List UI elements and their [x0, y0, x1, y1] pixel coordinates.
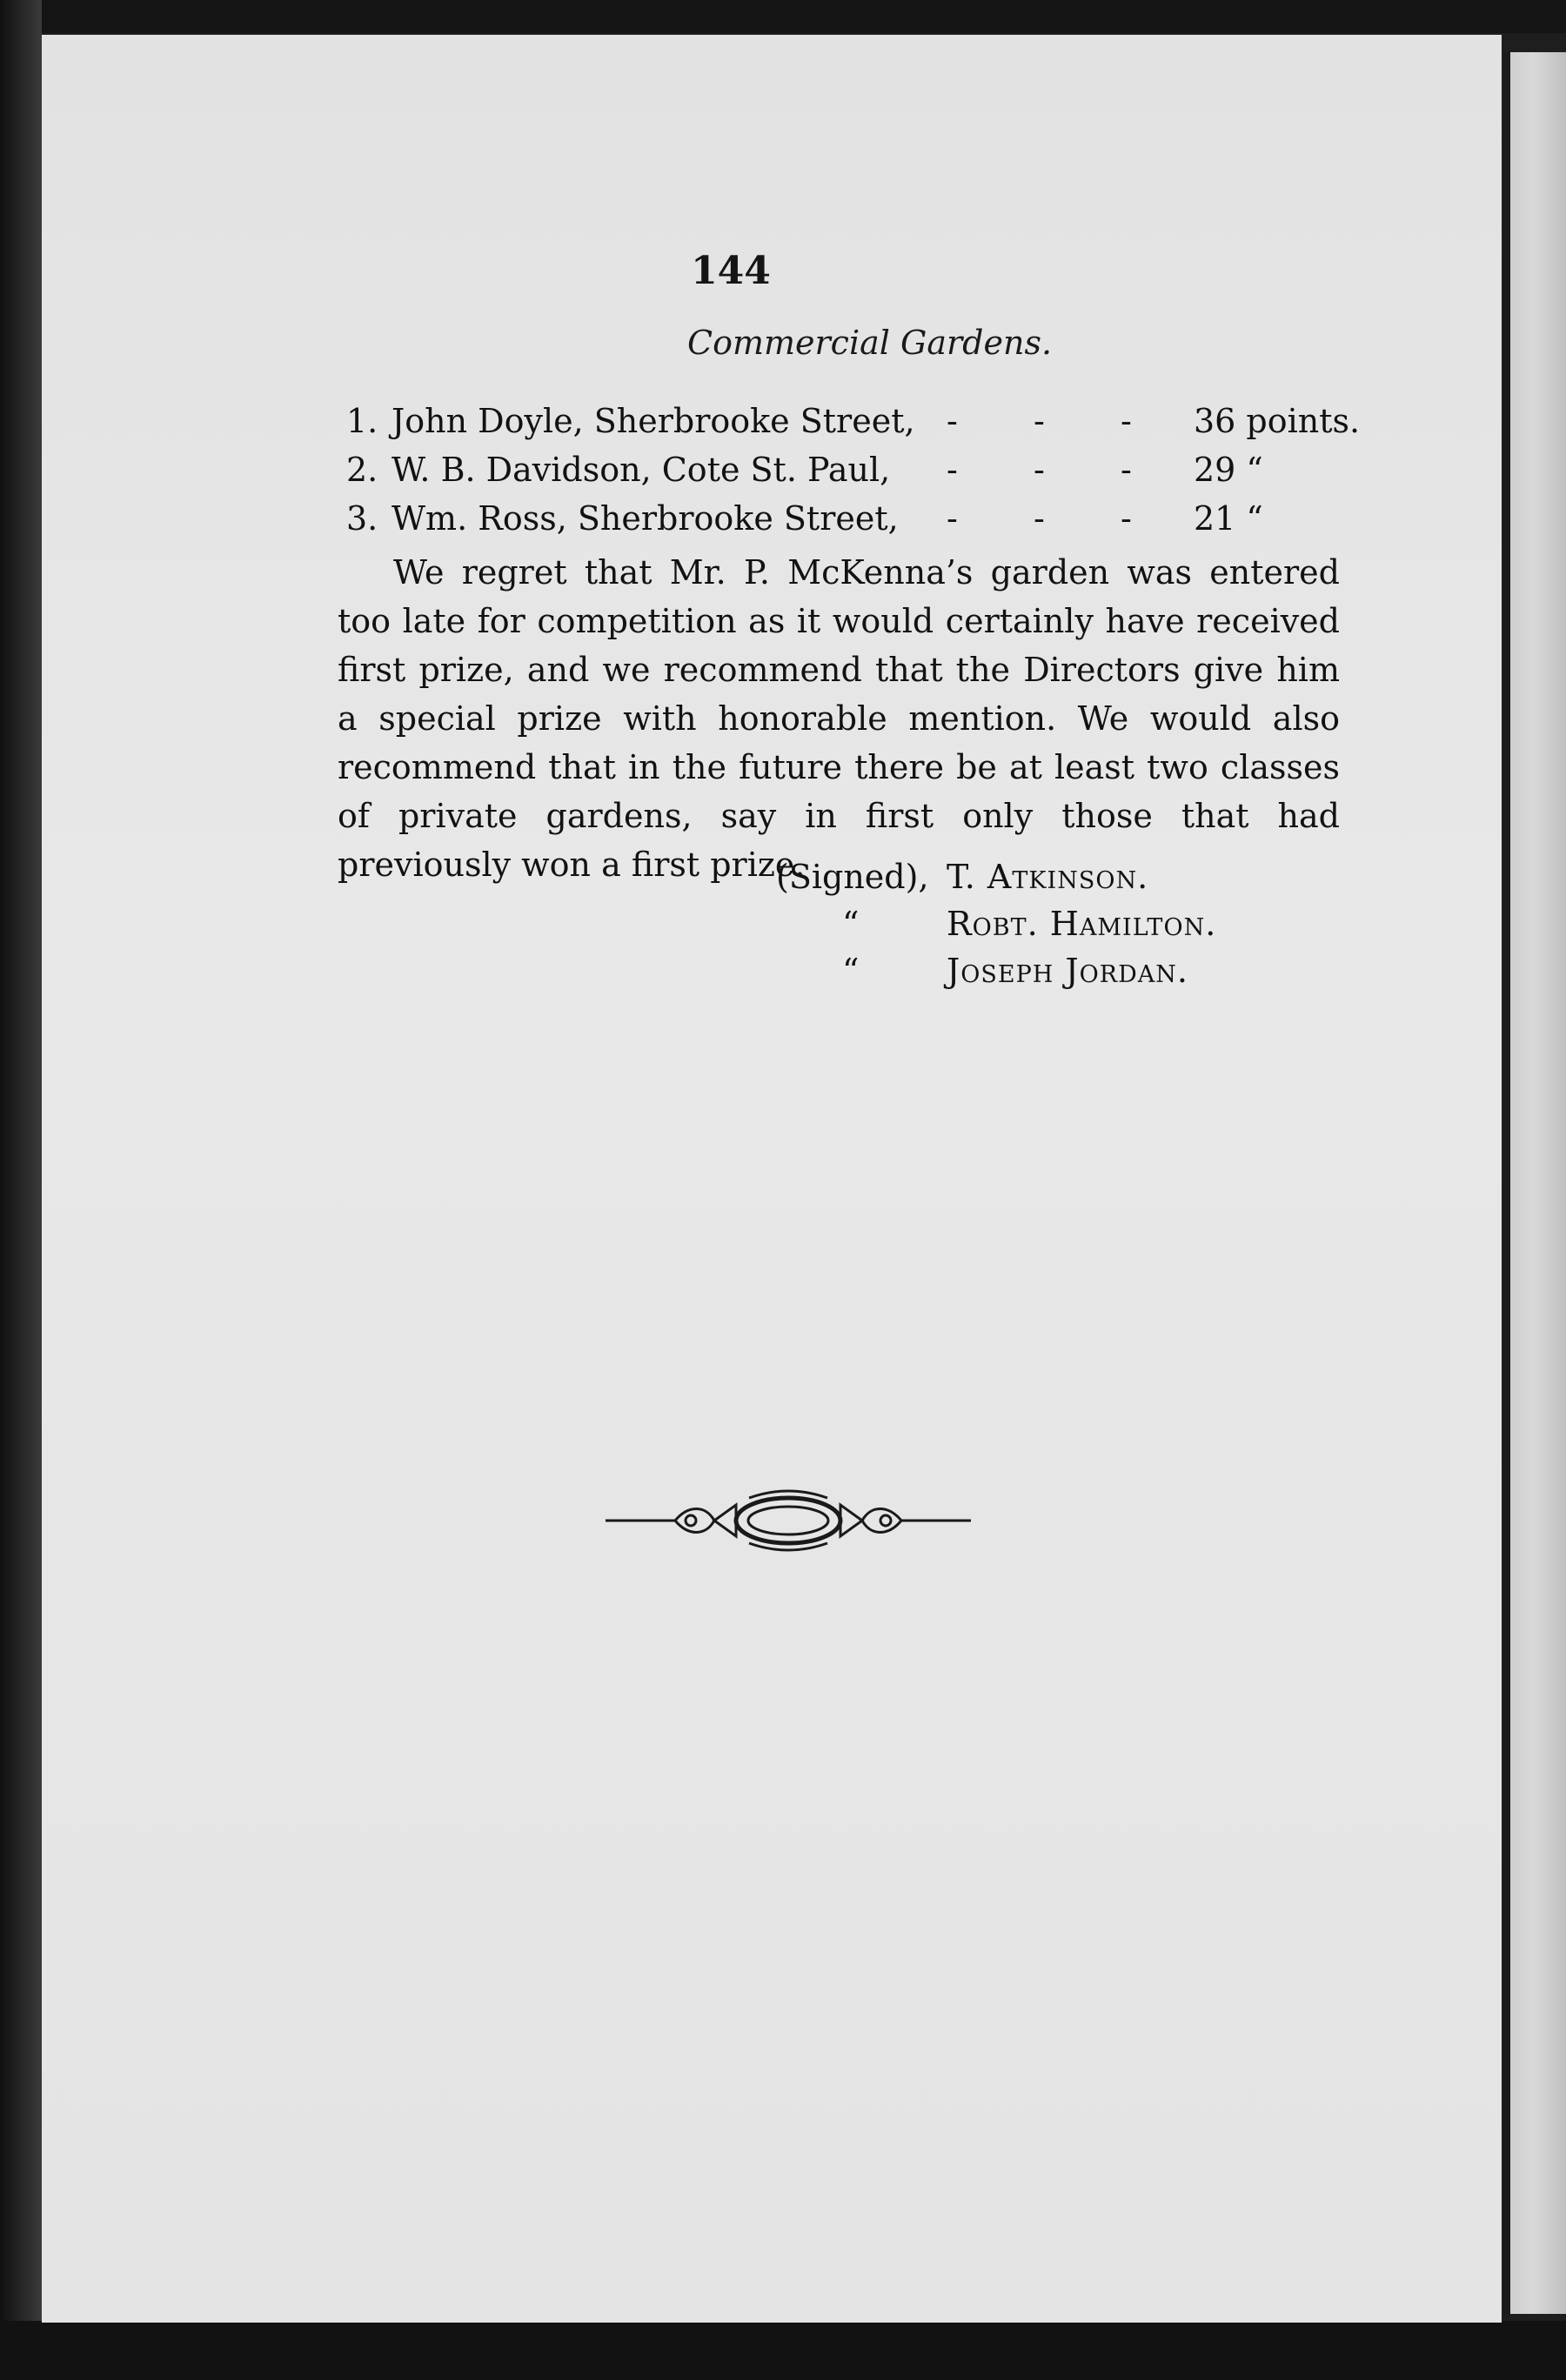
decorative-ornament	[606, 1479, 971, 1562]
entry-number: 3.	[346, 499, 378, 538]
list-item	[346, 451, 1347, 498]
leader-dash: -	[1034, 451, 1045, 489]
leader-dash: -	[1034, 499, 1045, 538]
signature-row	[0, 858, 1566, 906]
leader-dash: -	[1121, 451, 1132, 489]
ditto-mark: “	[842, 952, 860, 990]
list-item	[346, 499, 1347, 546]
leader-dash: -	[947, 499, 958, 538]
page-number: 144	[691, 249, 771, 293]
book-page	[42, 35, 1502, 2323]
signer-name: Robt. Hamilton.	[947, 905, 1217, 943]
signer-name: T. Atkinson.	[947, 858, 1149, 896]
signer-name: Joseph Jordan.	[947, 952, 1188, 990]
signature-row	[0, 905, 1566, 953]
entry-points: 21 “	[1194, 499, 1263, 538]
leader-dash: -	[947, 451, 958, 489]
entry-name: John Doyle, Sherbrooke Street,	[392, 402, 915, 440]
entry-points: 29 “	[1194, 451, 1263, 489]
scan-left-border	[0, 0, 42, 2380]
entry-number: 1.	[346, 402, 378, 440]
body-paragraph: We regret that Mr. P. McKenna’s garden was entered too late for competition as it would certainly have received first prize, and we recommend that the Directors give him a special prize with honorable mention. We would also recommend that in the future there be at least two classes of private gardens, say in first only those that had previously won a first prize.	[338, 553, 1340, 884]
scan-bottom-border	[0, 2321, 1566, 2380]
list-item	[346, 402, 1361, 449]
scan-top-border	[0, 0, 1566, 33]
page-edge-rule	[1503, 52, 1510, 2314]
entry-name: W. B. Davidson, Cote St. Paul,	[392, 451, 891, 489]
ditto-mark: “	[842, 905, 860, 943]
adjacent-page-strip	[1510, 52, 1566, 2314]
leader-dash: -	[1121, 402, 1132, 440]
entry-number: 2.	[346, 451, 378, 489]
leader-dash: -	[1034, 402, 1045, 440]
signed-label: (Signed),	[776, 858, 929, 896]
section-heading: Commercial Gardens.	[687, 324, 1053, 362]
leader-dash: -	[947, 402, 958, 440]
entry-name: Wm. Ross, Sherbrooke Street,	[392, 499, 899, 538]
entry-points: 36 points.	[1194, 402, 1361, 440]
leader-dash: -	[1121, 499, 1132, 538]
signature-row	[0, 952, 1566, 1000]
